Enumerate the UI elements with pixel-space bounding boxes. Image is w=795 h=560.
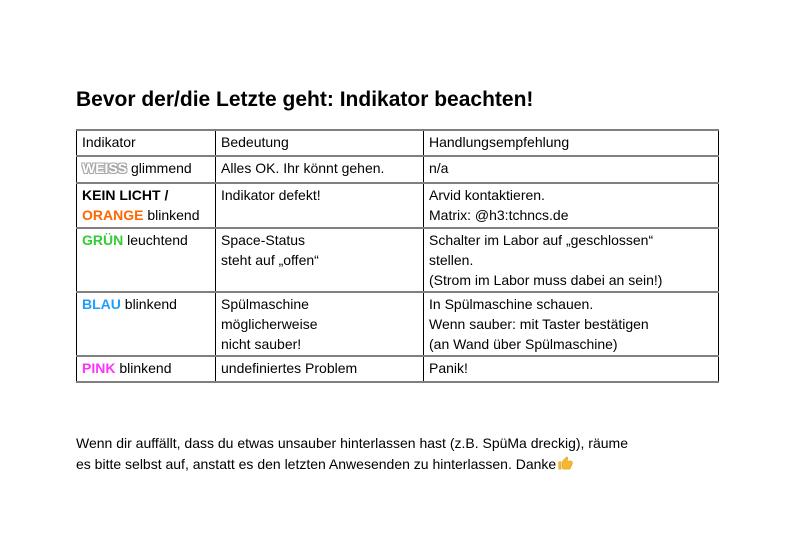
indicator-word-blau: BLAU [82,296,121,312]
footer-line-1: Wenn dir auffällt, dass du etwas unsauber hinterlassen hast (z.B. SpüMa dreckig), räume [76,435,628,451]
handlung-cell [424,356,719,382]
cell-line: Wenn sauber: mit Taster bestätigen [429,316,649,332]
page-title: Bevor der/die Letzte geht: Indikator beachten! [76,88,534,111]
handlung-cell [424,228,719,292]
handlung-cell [424,183,719,228]
bedeutung-cell [216,292,424,356]
table-row [77,156,719,183]
indicator-cell [77,228,216,292]
table-row [77,183,719,228]
table-header-row [77,130,719,156]
cell-line: (an Wand über Spülmaschine) [429,336,618,352]
indicator-line2 [82,205,211,225]
indicator-rest: glimmend [127,160,192,176]
table-row [77,356,719,382]
header-indikator: Indikator [77,130,216,156]
indicator-rest: blinkend [120,296,177,312]
indicator-table [76,129,719,383]
thumbs-up-icon [558,456,573,477]
cell-line: Spülmaschine [221,296,309,312]
indicator-word-weiss: WEISS [82,160,128,176]
cell-line: Schalter im Labor auf „geschlossen“ [429,232,654,248]
footer-note [76,433,741,477]
indicator-cell [77,356,216,382]
bedeutung-cell [216,183,424,228]
cell-line: steht auf „offen“ [221,252,319,268]
indicator-cell [77,156,216,183]
cell-line: Arvid kontaktieren. [429,187,545,203]
cell-line: nicht sauber! [221,336,302,352]
cell-line: (Strom im Labor muss dabei an sein!) [429,272,663,288]
cell-line: n/a [429,160,449,176]
cell-line: Matrix: @h3:tchncs.de [429,207,569,223]
cell-line: In Spülmaschine schauen. [429,296,594,312]
table-row [77,292,719,356]
cell-line: möglicherweise [221,316,318,332]
bedeutung-cell [216,156,424,183]
indicator-word-orange: ORANGE [82,207,144,223]
cell-line: Panik! [429,360,468,376]
indicator-rest: blinkend [115,360,172,376]
footer-line-2 [76,454,741,477]
indicator-cell [77,292,216,356]
table-row [77,228,719,292]
cell-line: Alles OK. Ihr könnt gehen. [221,160,385,176]
cell-line: stellen. [429,252,474,268]
cell-line: Space-Status [221,232,306,248]
indicator-cell [77,183,216,228]
footer-line-2-text: es bitte selbst auf, anstatt es den letzten Anwesenden zu hinterlassen. Danke [76,456,557,472]
indicator-word-gruen: GRÜN [82,232,124,248]
indicator-rest: blinkend [143,207,200,223]
bedeutung-cell [216,228,424,292]
indicator-word-pink: PINK [82,360,116,376]
header-handlungsempfehlung: Handlungsempfehlung [424,130,719,156]
indicator-line1: KEIN LICHT / [82,187,169,203]
handlung-cell [424,292,719,356]
header-bedeutung: Bedeutung [216,130,424,156]
handlung-cell [424,156,719,183]
indicator-rest: leuchtend [123,232,188,248]
bedeutung-cell [216,356,424,382]
cell-line: undefiniertes Problem [221,360,358,376]
cell-line: Indikator defekt! [221,187,321,203]
